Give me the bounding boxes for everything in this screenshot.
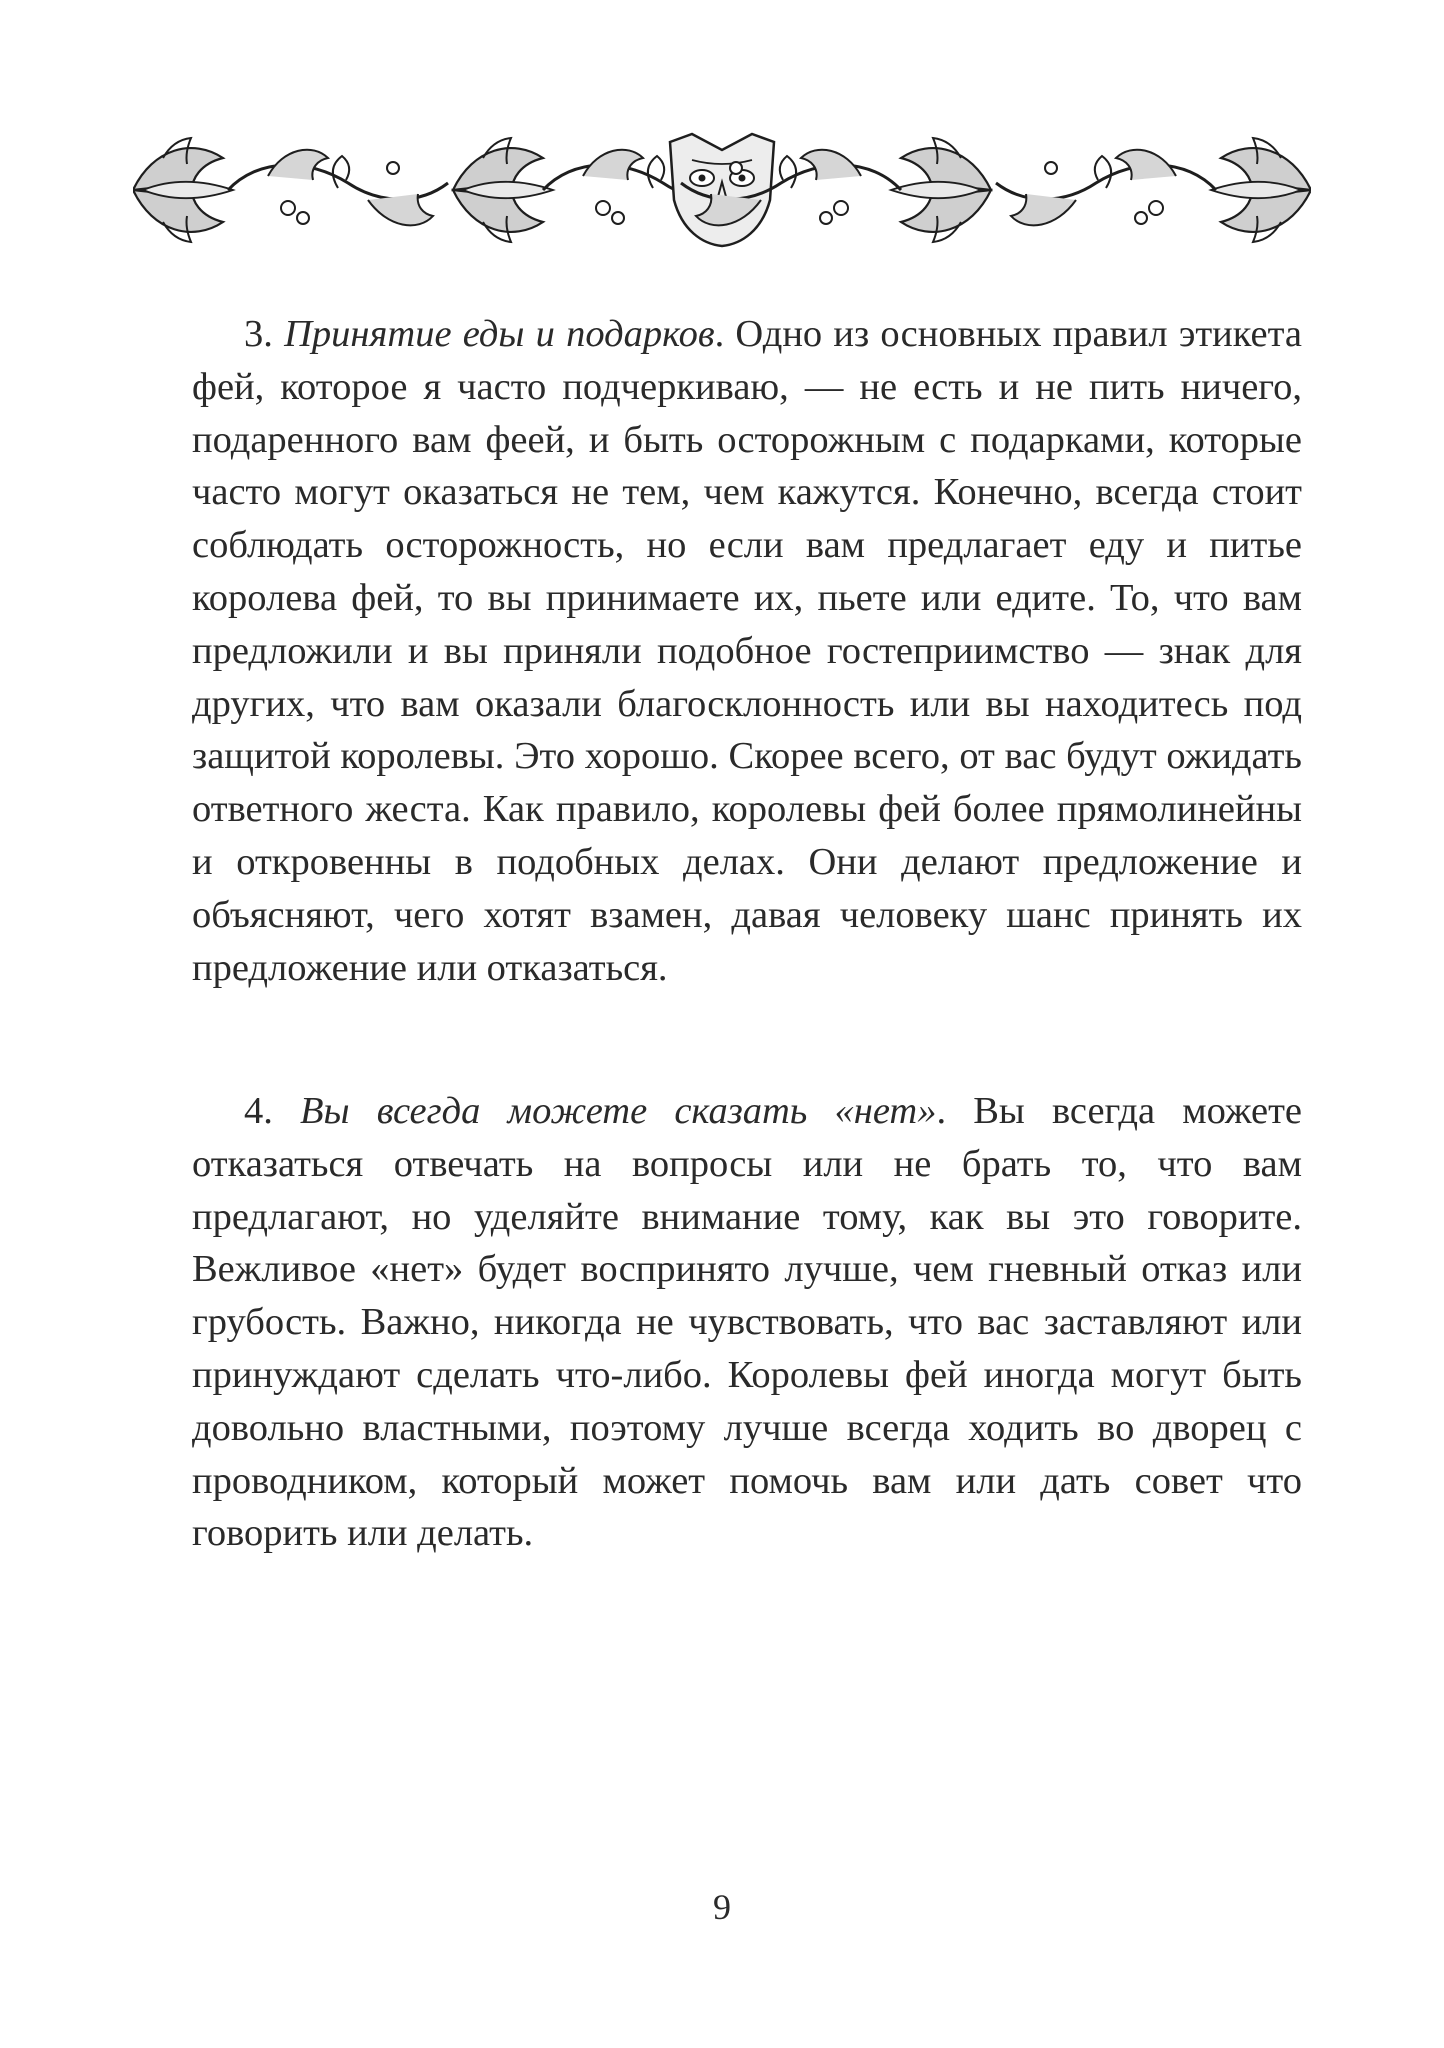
- paragraph-3-body: . Одно из основных правил этикета фей, которое я часто подчеркиваю, — не есть и не пить ничего, подаренного вам феей, и быть осторожным с подарками, которые часто могут оказаться не тем, чем кажутся. Конечно, всегда стоит соблюдать осторожность, но если вам предлагает еду и питье королева фей, то вы принимаете их, пьете или едите. То, что вам предложили и вы приняли подобное гостеприимство — знак для других, что вам оказали благосклонность или вы находитесь под защитой королевы. Это хорошо. Скорее всего, от вас будут ожидать ответного жеста. Как правило, королевы фей более прямолинейны и откровенны в подобных делах. Они делают предложение и объясняют, чего хотят взамен, давая человеку шанс принять их предложение или отказаться.: [192, 313, 1303, 989]
- paragraph-3-text: [192, 308, 1302, 994]
- paragraph-4-body: . Вы всегда можете отказаться отвечать на вопросы или не брать то, что вам предлагают, но уделяйте внимание тому, как вы это говорите. Вежливое «нет» будет воспринято лучше, чем гневный отказ или грубость. Важно, никогда не чувствовать, что вас заставляют или принуждают сделать что-либо. Королевы фей иногда могут быть довольно властными, поэтому лучше всегда ходить во дворец с проводником, который может помочь вам или дать совет что говорить или делать.: [192, 1090, 1302, 1555]
- paragraph-4-title: Вы всегда можете сказать «нет»: [300, 1090, 937, 1132]
- paragraph-3-number: 3.: [244, 313, 273, 355]
- floral-mask-ornament-icon: [133, 128, 1311, 252]
- paragraph-4: [192, 1085, 1302, 1560]
- paragraph-4-number: 4.: [244, 1090, 273, 1132]
- page-number: 9: [713, 1887, 731, 1927]
- paragraph-3: [192, 308, 1302, 994]
- paragraph-3-title: Принятие еды и подарков: [284, 313, 715, 355]
- paragraph-4-text: [192, 1085, 1302, 1560]
